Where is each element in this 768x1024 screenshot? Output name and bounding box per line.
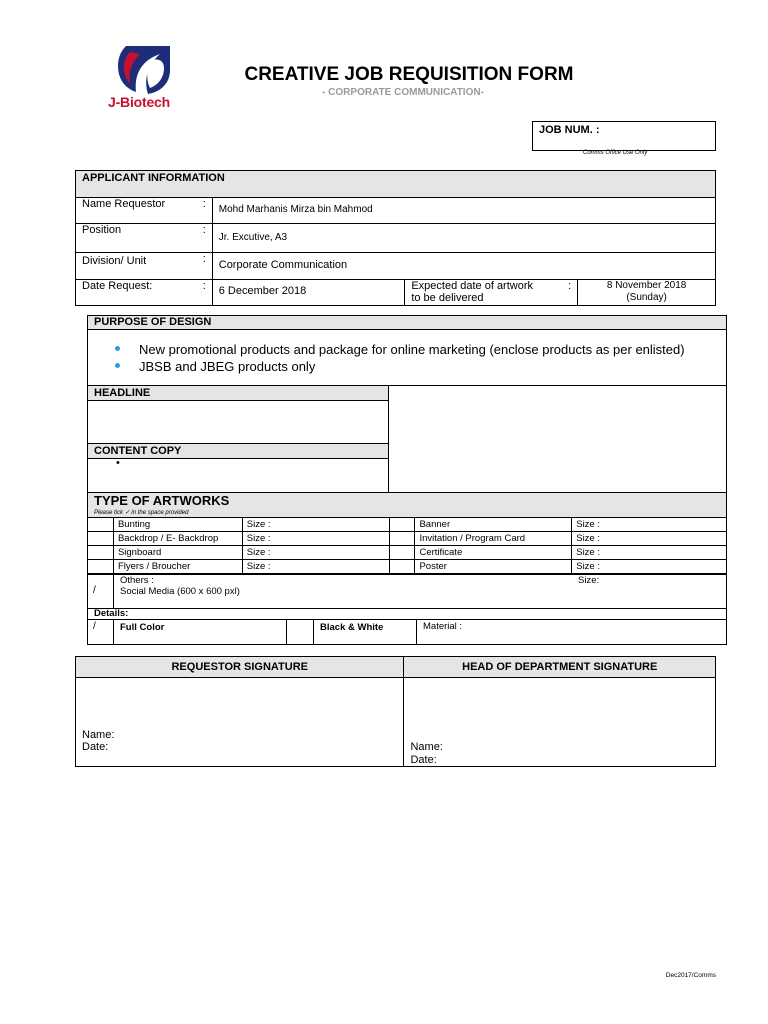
black-white-checkbox[interactable] — [286, 619, 314, 645]
date-request-value[interactable]: 6 December 2018 — [212, 280, 405, 306]
comms-note: Comms Office Use Only — [583, 150, 648, 156]
headline-heading: HEADLINE — [87, 385, 389, 401]
artworks-table — [87, 517, 727, 574]
applicant-info-table — [75, 170, 716, 306]
others-tick: / — [93, 585, 96, 596]
name-requestor-value[interactable]: Mohd Marhanis Mirza bin Mahmod — [212, 198, 715, 224]
artwork-row — [88, 532, 727, 546]
design-details-section — [87, 315, 727, 645]
division-value[interactable]: Corporate Communication — [212, 253, 715, 280]
date-request-label: Date Request: : — [76, 280, 213, 306]
material-label: Material : — [423, 621, 463, 632]
artworks-note: Please tick ✓ in the space provided — [94, 510, 189, 516]
job-number-field[interactable] — [532, 121, 716, 151]
artwork-type-label: Certificate — [415, 546, 572, 560]
others-value[interactable]: Social Media (600 x 600 pxl) — [120, 586, 240, 597]
requestor-signature-box[interactable] — [76, 678, 404, 767]
artwork-size-field[interactable]: Size : — [242, 560, 389, 574]
logo-text: J-Biotech — [108, 94, 170, 110]
content-copy-field[interactable] — [87, 458, 389, 493]
position-value[interactable]: Jr. Excutive, A3 — [212, 224, 715, 253]
artwork-checkbox[interactable] — [88, 560, 114, 574]
form-title: CREATIVE JOB REQUISITION FORM — [244, 64, 574, 85]
artwork-size-field[interactable]: Size : — [572, 518, 727, 532]
form-subtitle: - CORPORATE COMMUNICATION- — [322, 87, 484, 98]
artwork-checkbox[interactable] — [389, 532, 415, 546]
name-requestor-label: Name Requestor : — [76, 198, 213, 224]
artwork-type-label: Flyers / Broucher — [113, 560, 242, 574]
requestor-signature-heading: REQUESTOR SIGNATURE — [76, 657, 404, 678]
others-checkbox[interactable] — [87, 574, 114, 609]
artwork-type-label: Bunting — [113, 518, 242, 532]
artwork-checkbox[interactable] — [389, 546, 415, 560]
bullet-icon — [115, 346, 120, 351]
black-white-option: Black & White — [313, 619, 417, 645]
purpose-item: JBSB and JBEG products only — [139, 359, 315, 374]
artwork-checkbox[interactable] — [389, 518, 415, 532]
hod-signature-box[interactable] — [404, 678, 716, 767]
artwork-checkbox[interactable] — [88, 546, 114, 560]
division-label: Division/ Unit : — [76, 253, 213, 280]
notes-box[interactable] — [388, 385, 727, 493]
purpose-box[interactable] — [87, 329, 727, 386]
expected-date-label: Expected date of artwork to be delivered : — [405, 280, 578, 306]
purpose-heading: PURPOSE OF DESIGN — [87, 315, 727, 330]
headline-field[interactable] — [87, 400, 389, 444]
requestor-date-label: Date: — [82, 741, 109, 753]
full-color-tick: / — [93, 621, 96, 632]
artwork-type-label: Invitation / Program Card — [415, 532, 572, 546]
footer-code: Dec2017/Comms — [665, 972, 716, 979]
content-copy-heading: CONTENT COPY — [87, 443, 389, 459]
artwork-row — [88, 518, 727, 532]
artwork-type-label: Signboard — [113, 546, 242, 560]
artwork-row — [88, 546, 727, 560]
position-label: Position : — [76, 224, 213, 253]
others-size-label: Size: — [578, 575, 600, 586]
artwork-row — [88, 560, 727, 574]
others-label: Others : — [120, 575, 154, 586]
hod-name-label: Name: — [410, 741, 443, 753]
artwork-checkbox[interactable] — [389, 560, 415, 574]
applicant-info-heading: APPLICANT INFORMATION — [76, 171, 716, 198]
requestor-name-label: Name: — [82, 729, 115, 741]
hod-date-label: Date: — [410, 754, 437, 766]
artwork-size-field[interactable]: Size : — [242, 546, 389, 560]
bullet-icon — [115, 363, 120, 368]
artwork-type-label: Backdrop / E- Backdrop — [113, 532, 242, 546]
content-copy-bullet: • — [116, 457, 120, 469]
hod-signature-heading: HEAD OF DEPARTMENT SIGNATURE — [404, 657, 716, 678]
full-color-checkbox[interactable] — [87, 619, 114, 645]
artwork-size-field[interactable]: Size : — [572, 560, 727, 574]
artwork-size-field[interactable]: Size : — [572, 532, 727, 546]
purpose-item: New promotional products and package for online marketing (enclose products as per enlisted) — [139, 342, 685, 357]
artwork-type-label: Poster — [415, 560, 572, 574]
expected-date-value[interactable]: 8 November 2018 (Sunday) — [578, 280, 716, 306]
artwork-size-field[interactable]: Size : — [242, 532, 389, 546]
signature-table — [75, 656, 716, 767]
job-number-label: JOB NUM. : — [539, 124, 600, 136]
artwork-size-field[interactable]: Size : — [242, 518, 389, 532]
artwork-checkbox[interactable] — [88, 532, 114, 546]
details-row: Details: — [87, 608, 727, 620]
artworks-heading: TYPE OF ARTWORKS Please tick ✓ in the space provided — [87, 492, 727, 518]
artwork-size-field[interactable]: Size : — [572, 546, 727, 560]
full-color-option: Full Color — [113, 619, 287, 645]
artwork-type-label: Banner — [415, 518, 572, 532]
artwork-checkbox[interactable] — [88, 518, 114, 532]
